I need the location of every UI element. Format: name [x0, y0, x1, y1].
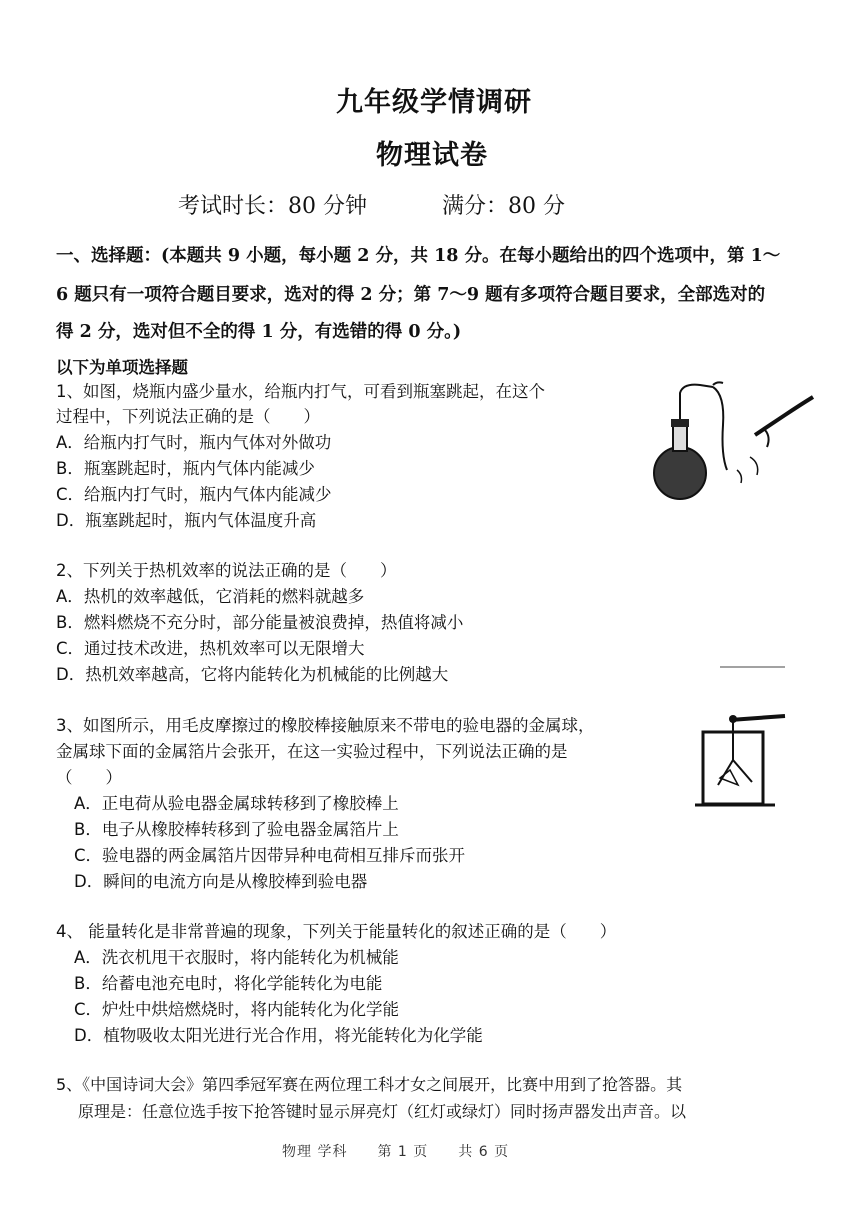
q3-stem-line3: （ ） [56, 768, 122, 787]
flask-pump-figure [645, 375, 815, 505]
q4-option-d: D．植物吸收太阳光进行光合作用，将光能转化为化学能 [74, 1026, 483, 1045]
section1-instructions-line2: 6 题只有一项符合题目要求，选对的得 2 分；第 7～9 题有多项符合题目要求，全部选对的 [56, 285, 766, 305]
exam-duration: 考试时长：80 分钟 [178, 194, 367, 219]
page-footer: 物理 学科 第 1 页 共 6 页 [282, 1144, 510, 1160]
q2-option-c: C．通过技术改进，热机效率可以无限增大 [56, 639, 365, 658]
q1-option-b: B．瓶塞跳起时，瓶内气体内能减少 [56, 459, 315, 478]
q3-option-c: C．验电器的两金属箔片因带异种电荷相互排斥而张开 [74, 846, 466, 865]
section1-instructions-line3: 得 2 分，选对但不全的得 1 分，有选错的得 0 分。) [56, 322, 462, 342]
q2-option-a: A．热机的效率越低，它消耗的燃料就越多 [56, 587, 365, 606]
q4-option-a: A．洗衣机甩干衣服时，将内能转化为机械能 [74, 948, 399, 967]
single-choice-label: 以下为单项选择题 [56, 358, 188, 377]
q1-option-d: D．瓶塞跳起时，瓶内气体温度升高 [56, 511, 317, 530]
full-score: 满分：80 分 [442, 194, 565, 219]
q4-stem: 4、 能量转化是非常普遍的现象，下列关于能量转化的叙述正确的是（ ） [56, 922, 617, 941]
q3-stem-line2: 金属球下面的金属箔片会张开，在这一实验过程中，下列说法正确的是 [56, 742, 568, 761]
q3-option-a: A．正电荷从验电器金属球转移到了橡胶棒上 [74, 794, 399, 813]
electroscope-figure [690, 660, 790, 810]
section1-instructions-line1: 一、选择题：(本题共 9 小题，每小题 2 分，共 18 分。在每小题给出的四个选项中，第 1～ [56, 246, 781, 266]
q2-option-d: D．热机效率越高，它将内能转化为机械能的比例越大 [56, 665, 449, 684]
q5-stem-line2: 原理是：任意位选手按下抢答键时显示屏亮灯（红灯或绿灯）同时扬声器发出声音。以 [78, 1102, 687, 1121]
q2-option-b: B．燃料燃烧不充分时，部分能量被浪费掉，热值将减小 [56, 613, 464, 632]
q3-option-d: D．瞬间的电流方向是从橡胶棒到验电器 [74, 872, 368, 891]
q1-option-c: C．给瓶内打气时，瓶内气体内能减少 [56, 485, 332, 504]
page-subtitle: 物理试卷 [376, 140, 488, 171]
q3-option-b: B．电子从橡胶棒转移到了验电器金属箔片上 [74, 820, 399, 839]
q1-option-a: A．给瓶内打气时，瓶内气体对外做功 [56, 433, 332, 452]
q4-option-b: B．给蓄电池充电时，将化学能转化为电能 [74, 974, 383, 993]
q1-stem-line2: 过程中，下列说法正确的是（ ） [56, 407, 320, 426]
page-title: 九年级学情调研 [336, 87, 532, 118]
q3-stem-line1: 3、如图所示，用毛皮摩擦过的橡胶棒接触原来不带电的验电器的金属球， [56, 716, 595, 735]
q5-stem-line1: 5、《中国诗词大会》第四季冠军赛在两位理工科才女之间展开，比赛中用到了抢答器。其 [56, 1075, 683, 1094]
q1-stem-line1: 1、如图，烧瓶内盛少量水，给瓶内打气，可看到瓶塞跳起，在这个 [56, 382, 545, 401]
q4-option-c: C．炉灶中烘焙燃烧时，将内能转化为化学能 [74, 1000, 400, 1019]
q2-stem: 2、下列关于热机效率的说法正确的是（ ） [56, 561, 397, 580]
